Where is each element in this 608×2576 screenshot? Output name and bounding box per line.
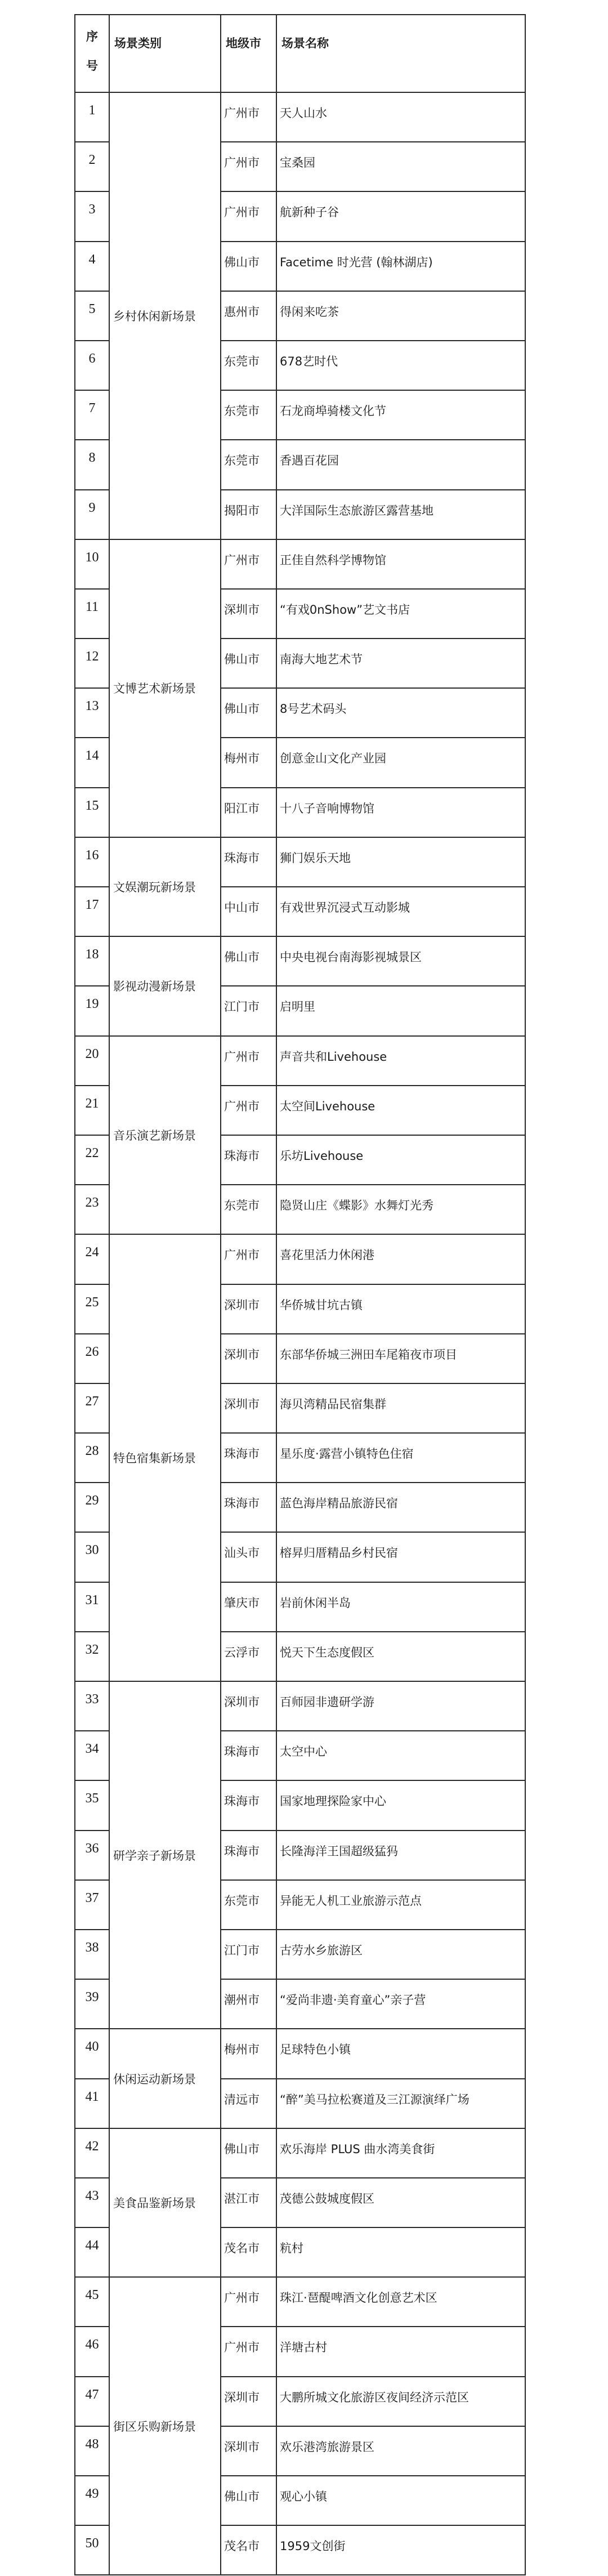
category-cell: 休闲运动新场景 [109, 2029, 221, 2128]
scene-name-cell: 异能无人机工业旅游示范点 [276, 1880, 525, 1930]
scene-name-cell: 岩前休闲半岛 [276, 1582, 525, 1632]
city-cell: 潮州市 [221, 1979, 276, 2029]
city-cell: 茂名市 [221, 2227, 276, 2277]
scene-name-cell: “有戏0nShow”艺文书店 [276, 589, 525, 639]
scene-name-cell: 长隆海洋王国超级猛犸 [276, 1831, 525, 1880]
scene-name-cell: 启明里 [276, 986, 525, 1035]
city-cell: 江门市 [221, 1930, 276, 1979]
row-index: 24 [75, 1234, 109, 1284]
city-cell: 广州市 [221, 2327, 276, 2376]
city-cell: 广州市 [221, 1234, 276, 1284]
scene-name-cell: 香遇百花园 [276, 440, 525, 489]
row-index: 46 [75, 2327, 109, 2376]
table-row [75, 1681, 525, 1731]
table-header-row [75, 15, 525, 92]
scene-name-cell: 古劳水乡旅游区 [276, 1930, 525, 1979]
row-index: 50 [75, 2525, 109, 2575]
table-row [75, 837, 525, 887]
scene-name-cell: 太空间Livehouse [276, 1086, 525, 1135]
scene-name-cell: 欢乐港湾旅游景区 [276, 2426, 525, 2476]
scene-name-cell: 大鹏所城文化旅游区夜间经济示范区 [276, 2377, 525, 2426]
scene-name-cell: 南海大地艺术节 [276, 639, 525, 688]
scene-name-cell: 石龙商埠骑楼文化节 [276, 390, 525, 440]
city-cell: 珠海市 [221, 1135, 276, 1185]
row-index: 45 [75, 2277, 109, 2327]
city-cell: 佛山市 [221, 688, 276, 738]
scene-name-cell: 得闲来吃茶 [276, 291, 525, 341]
scene-name-cell: 十八子音响博物馆 [276, 788, 525, 837]
table-row [75, 2277, 525, 2327]
city-cell: 深圳市 [221, 1284, 276, 1334]
row-index: 49 [75, 2476, 109, 2525]
city-cell: 广州市 [221, 1086, 276, 1135]
scene-name-cell: 狮门娱乐天地 [276, 837, 525, 887]
scene-name-cell: “醉”美马拉松赛道及三江源演绎广场 [276, 2079, 525, 2128]
row-index: 41 [75, 2079, 109, 2128]
row-index: 15 [75, 788, 109, 837]
row-index: 12 [75, 639, 109, 688]
table-body [75, 92, 525, 2575]
table-row [75, 1234, 525, 1284]
city-cell: 深圳市 [221, 1334, 276, 1383]
city-cell: 梅州市 [221, 2029, 276, 2078]
city-cell: 佛山市 [221, 2476, 276, 2525]
category-cell: 特色宿集新场景 [109, 1234, 221, 1681]
row-index: 13 [75, 688, 109, 738]
scene-name-cell: Facetime 时光营 (翰林湖店) [276, 242, 525, 291]
row-index: 33 [75, 1681, 109, 1731]
category-cell: 文娱潮玩新场景 [109, 837, 221, 936]
scene-name-cell: 观心小镇 [276, 2476, 525, 2525]
city-cell: 佛山市 [221, 639, 276, 688]
row-index: 27 [75, 1383, 109, 1433]
table-row [75, 2128, 525, 2178]
row-index: 3 [75, 191, 109, 241]
city-cell: 广州市 [221, 92, 276, 142]
city-cell: 茂名市 [221, 2525, 276, 2575]
city-cell: 肇庆市 [221, 1582, 276, 1632]
header-name: 场景名称 [276, 15, 525, 92]
category-cell: 乡村休闲新场景 [109, 92, 221, 539]
city-cell: 深圳市 [221, 2377, 276, 2426]
city-cell: 东莞市 [221, 341, 276, 390]
city-cell: 佛山市 [221, 936, 276, 986]
city-cell: 东莞市 [221, 390, 276, 440]
category-cell: 音乐演艺新场景 [109, 1036, 221, 1235]
row-index: 1 [75, 92, 109, 142]
row-index: 43 [75, 2178, 109, 2227]
scene-name-cell: 茂德公鼓城度假区 [276, 2178, 525, 2227]
row-index: 4 [75, 242, 109, 291]
scene-name-cell: 华侨城甘坑古镇 [276, 1284, 525, 1334]
city-cell: 清远市 [221, 2079, 276, 2128]
row-index: 39 [75, 1979, 109, 2029]
scene-name-cell: 宝桑园 [276, 142, 525, 191]
row-index: 34 [75, 1731, 109, 1780]
table-row [75, 92, 525, 142]
city-cell: 汕头市 [221, 1532, 276, 1582]
city-cell: 广州市 [221, 142, 276, 191]
row-index: 37 [75, 1880, 109, 1930]
scene-name-cell: 国家地理探险家中心 [276, 1780, 525, 1830]
scene-name-cell: 榕昇归厝精品乡村民宿 [276, 1532, 525, 1582]
city-cell: 东莞市 [221, 1880, 276, 1930]
row-index: 17 [75, 887, 109, 936]
row-index: 21 [75, 1086, 109, 1135]
row-index: 35 [75, 1780, 109, 1830]
city-cell: 珠海市 [221, 1433, 276, 1483]
row-index: 42 [75, 2128, 109, 2178]
row-index: 23 [75, 1185, 109, 1234]
city-cell: 东莞市 [221, 440, 276, 489]
row-index: 26 [75, 1334, 109, 1383]
row-index: 19 [75, 986, 109, 1035]
city-cell: 湛江市 [221, 2178, 276, 2227]
city-cell: 珠海市 [221, 1483, 276, 1532]
row-index: 29 [75, 1483, 109, 1532]
row-index: 32 [75, 1632, 109, 1681]
city-cell: 深圳市 [221, 2426, 276, 2476]
scene-name-cell: 中央电视台南海影视城景区 [276, 936, 525, 986]
city-cell: 珠海市 [221, 1780, 276, 1830]
category-cell: 研学亲子新场景 [109, 1681, 221, 2029]
header-index-line1: 序 [86, 30, 98, 43]
scene-name-cell: 航新种子谷 [276, 191, 525, 241]
category-cell: 街区乐购新场景 [109, 2277, 221, 2575]
header-index [75, 15, 109, 92]
city-cell: 佛山市 [221, 2128, 276, 2178]
row-index: 22 [75, 1135, 109, 1185]
city-cell: 江门市 [221, 986, 276, 1035]
row-index: 2 [75, 142, 109, 191]
city-cell: 深圳市 [221, 589, 276, 639]
scene-name-cell: 喜花里活力休闲港 [276, 1234, 525, 1284]
table-row [75, 2029, 525, 2078]
scene-name-cell: 珠江·琶醍啤酒文化创意艺术区 [276, 2277, 525, 2327]
scene-name-cell: 声音共和Livehouse [276, 1036, 525, 1086]
scene-name-cell: 创意金山文化产业园 [276, 738, 525, 787]
city-cell: 广州市 [221, 1036, 276, 1086]
category-cell: 文博艺术新场景 [109, 539, 221, 837]
scene-name-cell: 太空中心 [276, 1731, 525, 1780]
row-index: 10 [75, 539, 109, 589]
scene-name-cell: 星乐度·露营小镇特色住宿 [276, 1433, 525, 1483]
row-index: 25 [75, 1284, 109, 1334]
city-cell: 深圳市 [221, 1383, 276, 1433]
row-index: 16 [75, 837, 109, 887]
row-index: 44 [75, 2227, 109, 2277]
header-city: 地级市 [221, 15, 276, 92]
row-index: 40 [75, 2029, 109, 2078]
scene-name-cell: 粇村 [276, 2227, 525, 2277]
scene-name-cell: 678艺时代 [276, 341, 525, 390]
row-index: 14 [75, 738, 109, 787]
row-index: 31 [75, 1582, 109, 1632]
city-cell: 云浮市 [221, 1632, 276, 1681]
city-cell: 珠海市 [221, 837, 276, 887]
city-cell: 惠州市 [221, 291, 276, 341]
scene-name-cell: 正佳自然科学博物馆 [276, 539, 525, 589]
scene-name-cell: 海贝湾精品民宿集群 [276, 1383, 525, 1433]
scene-name-cell: 洋塘古村 [276, 2327, 525, 2376]
table-row [75, 936, 525, 986]
row-index: 8 [75, 440, 109, 489]
city-cell: 珠海市 [221, 1831, 276, 1880]
row-index: 5 [75, 291, 109, 341]
header-category: 场景类别 [109, 15, 221, 92]
scene-name-cell: “爱尚非遗·美育童心”亲子营 [276, 1979, 525, 2029]
city-cell: 东莞市 [221, 1185, 276, 1234]
scene-name-cell: 8号艺术码头 [276, 688, 525, 738]
scenes-table [74, 14, 526, 2575]
scene-name-cell: 百师园非遗研学游 [276, 1681, 525, 1731]
row-index: 7 [75, 390, 109, 440]
category-cell: 美食品鉴新场景 [109, 2128, 221, 2278]
row-index: 48 [75, 2426, 109, 2476]
city-cell: 珠海市 [221, 1731, 276, 1780]
row-index: 20 [75, 1036, 109, 1086]
city-cell: 揭阳市 [221, 490, 276, 539]
row-index: 6 [75, 341, 109, 390]
scene-name-cell: 有戏世界沉浸式互动影城 [276, 887, 525, 936]
table-row [75, 1036, 525, 1086]
city-cell: 梅州市 [221, 738, 276, 787]
row-index: 36 [75, 1831, 109, 1880]
row-index: 18 [75, 936, 109, 986]
row-index: 9 [75, 490, 109, 539]
table-row [75, 539, 525, 589]
city-cell: 佛山市 [221, 242, 276, 291]
city-cell: 中山市 [221, 887, 276, 936]
scene-name-cell: 1959文创街 [276, 2525, 525, 2575]
scene-name-cell: 悦天下生态度假区 [276, 1632, 525, 1681]
scene-name-cell: 蓝色海岸精品旅游民宿 [276, 1483, 525, 1532]
city-cell: 广州市 [221, 2277, 276, 2327]
row-index: 47 [75, 2377, 109, 2426]
header-index-line2: 号 [86, 59, 98, 73]
scene-name-cell: 天人山水 [276, 92, 525, 142]
city-cell: 广州市 [221, 191, 276, 241]
row-index: 28 [75, 1433, 109, 1483]
row-index: 30 [75, 1532, 109, 1582]
scene-name-cell: 东部华侨城三洲田车尾箱夜市项目 [276, 1334, 525, 1383]
row-index: 38 [75, 1930, 109, 1979]
scene-name-cell: 大洋国际生态旅游区露营基地 [276, 490, 525, 539]
city-cell: 深圳市 [221, 1681, 276, 1731]
category-cell: 影视动漫新场景 [109, 936, 221, 1035]
scene-name-cell: 隐贤山庄《蝶影》水舞灯光秀 [276, 1185, 525, 1234]
scene-name-cell: 足球特色小镇 [276, 2029, 525, 2078]
row-index: 11 [75, 589, 109, 639]
scene-name-cell: 欢乐海岸 PLUS 曲水湾美食街 [276, 2128, 525, 2178]
city-cell: 广州市 [221, 539, 276, 589]
scene-name-cell: 乐坊Livehouse [276, 1135, 525, 1185]
city-cell: 阳江市 [221, 788, 276, 837]
